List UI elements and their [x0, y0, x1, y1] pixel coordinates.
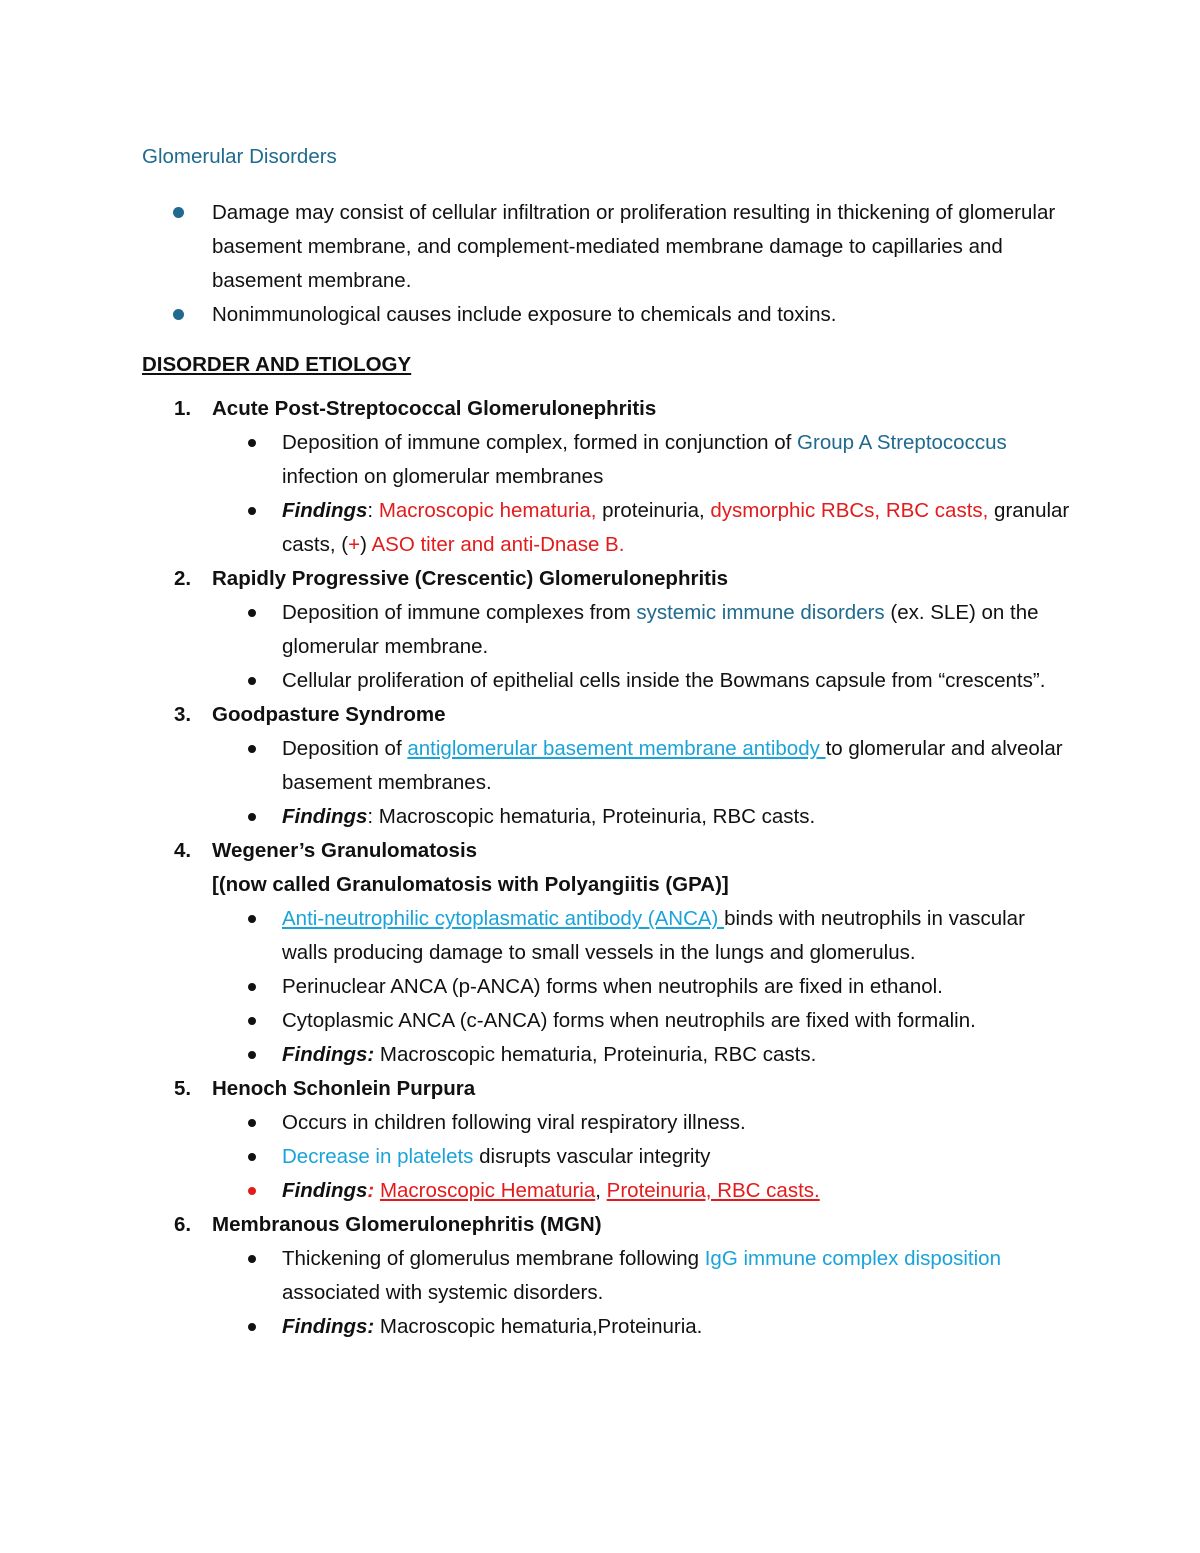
disorder-details	[212, 426, 1072, 562]
page-title: Glomerular Disorders	[142, 145, 337, 168]
bullet-icon	[173, 309, 184, 320]
list-item: Findings: Macroscopic hematuria, Proteinuria, RBC casts.	[212, 1038, 1072, 1072]
findings-label: Findings	[282, 1179, 368, 1202]
item-number: 1.	[174, 397, 192, 420]
list-item: Cellular proliferation of epithelial cells inside the Bowmans capsule from “crescents”.	[212, 664, 1072, 698]
item-number: 4.	[174, 839, 192, 862]
bullet-icon	[248, 983, 256, 991]
list-item: Findings: Macroscopic Hematuria, Proteinuria, RBC casts.	[212, 1174, 1072, 1208]
bullet-icon	[248, 1119, 256, 1127]
disorder-item	[142, 698, 1072, 834]
disorder-title: Henoch Schonlein Purpura	[212, 1077, 476, 1100]
list-item: Deposition of antiglomerular basement membrane antibody to glomerular and alveolar basement membranes.	[212, 732, 1072, 800]
disorder-item	[142, 1072, 1072, 1208]
intro-list	[142, 196, 1072, 332]
findings-label: Findings	[282, 499, 368, 522]
list-item: Findings: Macroscopic hematuria,Proteinuria.	[212, 1310, 1072, 1344]
disorder-item	[142, 392, 1072, 562]
section-title: DISORDER AND ETIOLOGY	[142, 353, 412, 376]
disorder-title: Goodpasture Syndrome	[212, 703, 446, 726]
disorder-item	[142, 1208, 1072, 1344]
anca-link[interactable]: Anti-neutrophilic cytoplasmatic antibody (ANCA)	[282, 907, 725, 930]
bullet-icon	[248, 1323, 256, 1331]
disorder-details	[212, 1242, 1072, 1344]
list-item: Anti-neutrophilic cytoplasmatic antibody (ANCA) binds with neutrophils in vascular walls producing damage to small vessels in the lungs and glomerulus.	[212, 902, 1072, 970]
bullet-icon	[248, 1051, 256, 1059]
bullet-icon	[248, 677, 256, 685]
bullet-icon	[248, 507, 256, 515]
bullet-icon	[248, 609, 256, 617]
disorder-item	[142, 834, 1072, 1072]
findings-label: Findings:	[282, 1043, 375, 1066]
item-number: 6.	[174, 1213, 192, 1236]
disorder-details	[212, 902, 1072, 1072]
disorder-item	[142, 562, 1072, 698]
disorder-details	[212, 596, 1072, 698]
findings-label: Findings:	[282, 1315, 375, 1338]
item-number: 2.	[174, 567, 192, 590]
item-number: 3.	[174, 703, 192, 726]
list-item: Occurs in children following viral respiratory illness.	[212, 1106, 1072, 1140]
disorder-title: Acute Post-Streptococcal Glomerulonephritis	[212, 397, 657, 420]
list-item: Findings: Macroscopic hematuria, Proteinuria, RBC casts.	[212, 800, 1072, 834]
highlight-text: IgG immune complex disposition	[704, 1247, 1001, 1270]
disorder-title: Rapidly Progressive (Crescentic) Glomerulonephritis	[212, 567, 729, 590]
list-item: Cytoplasmic ANCA (c-ANCA) forms when neutrophils are fixed with formalin.	[212, 1004, 1072, 1038]
bullet-icon	[248, 1255, 256, 1263]
item-number: 5.	[174, 1077, 192, 1100]
list-item: Findings: Macroscopic hematuria, proteinuria, dysmorphic RBCs, RBC casts, granular casts, (+) ASO titer and anti-Dnase B.	[212, 494, 1072, 562]
disorder-title: Membranous Glomerulonephritis (MGN)	[212, 1213, 602, 1236]
bullet-icon	[248, 1017, 256, 1025]
antibody-link[interactable]: antiglomerular basement membrane antibody	[407, 737, 826, 760]
disorder-list	[142, 392, 1072, 1344]
list-item: Decrease in platelets disrupts vascular integrity	[212, 1140, 1072, 1174]
bullet-icon	[248, 915, 256, 923]
disorder-title: Wegener’s Granulomatosis	[212, 839, 478, 862]
disorder-details	[212, 732, 1072, 834]
list-item: Deposition of immune complex, formed in conjunction of Group A Streptococcus infection on glomerular membranes	[212, 426, 1072, 494]
disorder-details	[212, 1106, 1072, 1208]
disorder-subtitle: [(now called Granulomatosis with Polyangiitis (GPA)]	[212, 873, 729, 896]
list-item: Damage may consist of cellular infiltration or proliferation resulting in thickening of glomerular basement membrane, and complement-mediated membrane damage to capillaries and basement membrane.	[142, 196, 1072, 298]
findings-label: Findings	[282, 805, 368, 828]
bullet-icon	[173, 207, 184, 218]
list-item: Deposition of immune complexes from systemic immune disorders (ex. SLE) on the glomerular membrane.	[212, 596, 1072, 664]
bullet-icon	[248, 745, 256, 753]
bullet-icon	[248, 439, 256, 447]
bullet-icon	[248, 1153, 256, 1161]
bullet-icon	[248, 1187, 256, 1195]
list-item: Nonimmunological causes include exposure to chemicals and toxins.	[142, 298, 1072, 332]
highlight-text: Group A Streptococcus	[797, 431, 1007, 454]
list-item: Thickening of glomerulus membrane following IgG immune complex disposition associated with systemic disorders.	[212, 1242, 1072, 1310]
bullet-icon	[248, 813, 256, 821]
highlight-text: systemic immune disorders	[636, 601, 885, 624]
list-item: Perinuclear ANCA (p-ANCA) forms when neutrophils are fixed in ethanol.	[212, 970, 1072, 1004]
highlight-text: Decrease in platelets	[282, 1145, 474, 1168]
document-content	[142, 140, 1072, 1344]
